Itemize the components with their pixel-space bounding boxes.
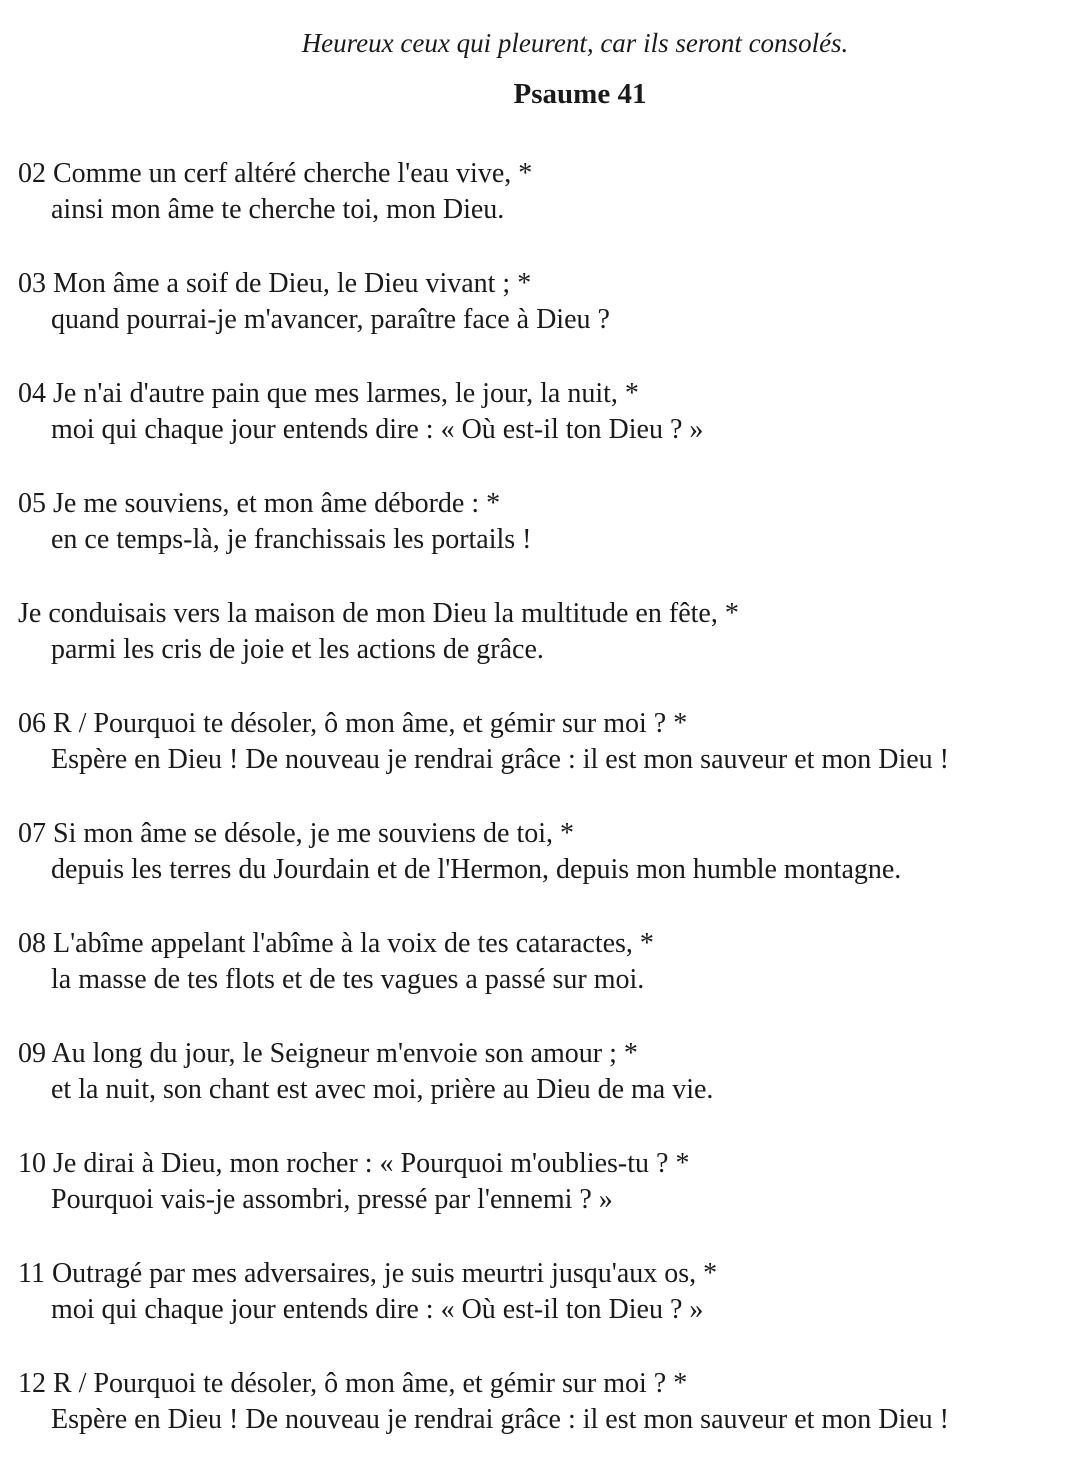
verse-line-first: 08 L'abîme appelant l'abîme à la voix de tes cataractes, * (18, 928, 654, 959)
verse-line-second: depuis les terres du Jourdain et de l'Hermon, depuis mon humble montagne. (51, 854, 902, 885)
verse-line-first: 12 R / Pourquoi te désoler, ô mon âme, et gémir sur moi ? * (18, 1368, 688, 1399)
verse-line-first: 04 Je n'ai d'autre pain que mes larmes, le jour, la nuit, * (18, 378, 639, 409)
verse-06-refrain (18, 706, 1078, 816)
verse-line-second: moi qui chaque jour entends dire : « Où est-il ton Dieu ? » (51, 414, 704, 445)
verse-09 (18, 1036, 1078, 1146)
verse-line-first: Je conduisais vers la maison de mon Dieu la multitude en fête, * (18, 598, 739, 629)
verse-line-second: et la nuit, son chant est avec moi, prière au Dieu de ma vie. (51, 1074, 714, 1105)
verse-line-first: 03 Mon âme a soif de Dieu, le Dieu vivant ; * (18, 268, 532, 299)
verse-line-second: quand pourrai-je m'avancer, paraître face à Dieu ? (51, 304, 610, 335)
verse-12-refrain (18, 1366, 1078, 1476)
verse-line-first: 10 Je dirai à Dieu, mon rocher : « Pourquoi m'oublies-tu ? * (18, 1148, 690, 1179)
verse-line-first: 05 Je me souviens, et mon âme déborde : * (18, 488, 501, 519)
verse-05 (18, 486, 1078, 596)
verse-line-second: moi qui chaque jour entends dire : « Où est-il ton Dieu ? » (51, 1294, 704, 1325)
verse-03 (18, 266, 1078, 376)
verse-line-second: la masse de tes flots et de tes vagues a passé sur moi. (51, 964, 645, 995)
verse-line-first: 06 R / Pourquoi te désoler, ô mon âme, et gémir sur moi ? * (18, 708, 688, 739)
psalm-title: Psaume 41 (513, 78, 647, 110)
verse-list (18, 156, 1078, 1476)
verse-line-first: 07 Si mon âme se désole, je me souviens de toi, * (18, 818, 575, 849)
verse-02 (18, 156, 1078, 266)
verse-line-first: 11 Outragé par mes adversaires, je suis meurtri jusqu'aux os, * (18, 1258, 718, 1289)
verse-07 (18, 816, 1078, 926)
verse-line-second: ainsi mon âme te cherche toi, mon Dieu. (51, 194, 505, 225)
verse-line-first: 02 Comme un cerf altéré cherche l'eau vive, * (18, 158, 533, 189)
epigraph: Heureux ceux qui pleurent, car ils seront consolés. (301, 28, 849, 58)
verse-line-second: Pourquoi vais-je assombri, pressé par l'ennemi ? » (51, 1184, 613, 1215)
verse-line-first: 09 Au long du jour, le Seigneur m'envoie son amour ; * (18, 1038, 638, 1069)
verse-04 (18, 376, 1078, 486)
verse-11 (18, 1256, 1078, 1366)
verse-line-second: Espère en Dieu ! De nouveau je rendrai grâce : il est mon sauveur et mon Dieu ! (51, 1404, 949, 1435)
verse-08 (18, 926, 1078, 1036)
verse-10 (18, 1146, 1078, 1256)
verse-line-second: en ce temps-là, je franchissais les portails ! (51, 524, 532, 555)
verse-line-second: parmi les cris de joie et les actions de grâce. (51, 634, 544, 665)
verse-line-second: Espère en Dieu ! De nouveau je rendrai grâce : il est mon sauveur et mon Dieu ! (51, 744, 949, 775)
verse-05-continued (18, 596, 1078, 706)
